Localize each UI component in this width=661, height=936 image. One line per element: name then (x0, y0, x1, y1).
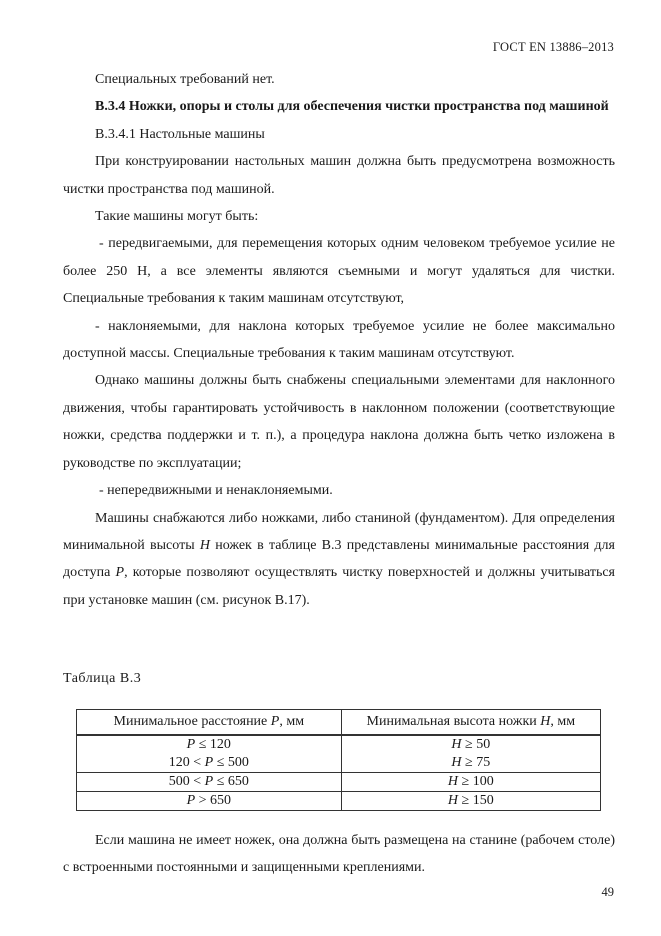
paragraph-machine-types-intro: Такие машины могут быть: (95, 209, 259, 225)
table-row (77, 773, 601, 792)
table-row (77, 754, 601, 773)
cell-distance: P > 650 (77, 792, 342, 811)
page-number: 49 (601, 885, 614, 899)
cell-height: H ≥ 75 (341, 754, 600, 773)
paragraph-design-requirement: При конструировании настольных машин должна быть предусмотрена возможность чистки пространства под машиной. (63, 154, 615, 197)
symbol-p: P (115, 565, 125, 581)
paragraph-no-requirements: Специальных требований нет. (95, 72, 275, 87)
paragraph-legs-or-frame (63, 505, 615, 615)
document-code-header: ГОСТ EN 13886–2013 (492, 40, 614, 54)
body-text-block (63, 66, 615, 614)
paragraph-legs-text-3: , которые позволяют осуществлять чистку поверхностей и должны учитываться при установке машин (см. рисунок В.17). (63, 565, 615, 608)
cell-height: H ≥ 50 (341, 735, 600, 754)
table-caption: Таблица В.3 (63, 671, 142, 686)
cell-distance: 500 < P ≤ 650 (77, 773, 342, 792)
subsection-heading-b-3-4-1: B.3.4.1 Настольные машины (95, 126, 265, 142)
list-item-movable: - передвигаемыми, для перемещения которых одним человеком требуемое усилие не более 250 Н, а все элементы являются съемными и могут удаляться для чистки. Специальные требования к таким машинам отсутствуют, (63, 236, 615, 307)
paragraph-legs-text-1: Машины снабжаются либо ножками, либо станиной (фундаментом). Для определения минимальной высоты (63, 510, 615, 553)
table-row (77, 792, 601, 811)
cell-distance: P ≤ 120 (77, 735, 342, 754)
column-header-height: Минимальная высота ножки H, мм (341, 710, 600, 736)
paragraph-tilt-elements: Однако машины должны быть снабжены специальными элементами для наклонного движения, чтобы гарантировать устойчивость в наклонном положении (соответствующие ножки, средства поддержки и т. п.), а процедура наклона должна быть четко изложена в руководстве по эксплуатации; (63, 373, 615, 471)
table-row (77, 735, 601, 754)
column-header-distance: Минимальное расстояние P, мм (77, 710, 342, 736)
cell-height: H ≥ 100 (341, 773, 600, 792)
paragraph-no-legs-text: Если машина не имеет ножек, она должна быть размещена на станине (рабочем столе) с встроенными постоянными и защищенными креплениями. (63, 833, 615, 876)
section-heading-b-3-4: B.3.4 Ножки, опоры и столы для обеспечения чистки пространства под машиной (95, 99, 609, 115)
symbol-h: H (199, 537, 210, 553)
paragraph-no-legs (63, 827, 615, 882)
list-item-tiltable: - наклоняемыми, для наклона которых требуемое усилие не более максимально доступной массы. Специальные требования к таким машинам отсутствуют. (63, 318, 615, 362)
cell-distance: 120 < P ≤ 500 (77, 754, 342, 773)
list-item-fixed: - непередвижными и ненаклоняемыми. (99, 483, 333, 499)
paragraph-legs-text-2: ножек в таблице В.3 представлены минимальные расстояния для доступа (63, 537, 615, 581)
cell-height: H ≥ 150 (341, 792, 600, 811)
access-distance-table (76, 709, 601, 811)
table-header-row (77, 710, 601, 736)
